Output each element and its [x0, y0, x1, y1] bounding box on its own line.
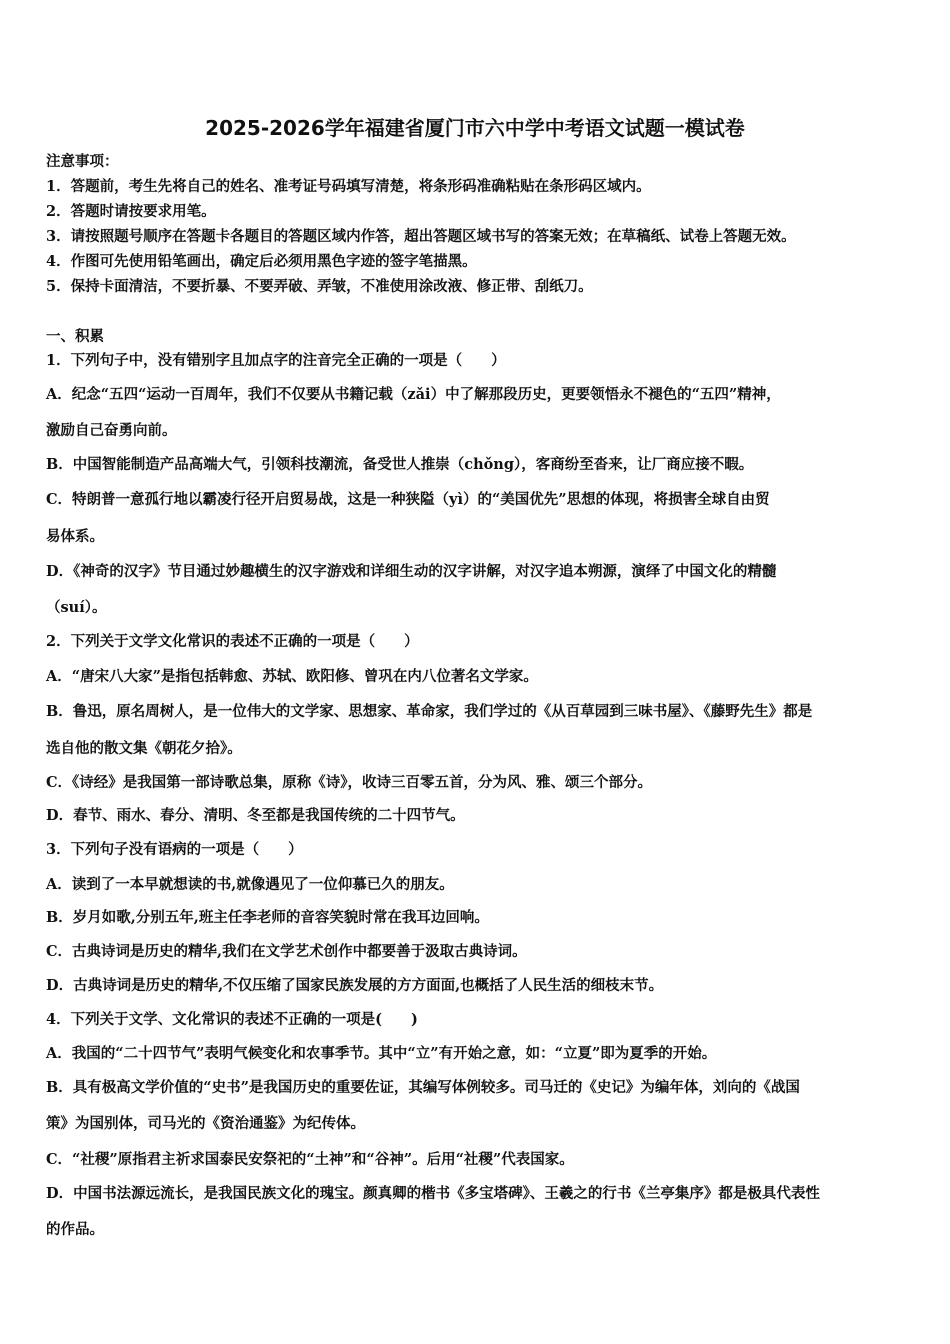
option-line: 策》为国别体，司马光的《资治通鉴》为纪传体。: [46, 1115, 365, 1132]
notice-item: 1．答题前，考生先将自己的姓名、准考证号码填写清楚，将条形码准确粘贴在条形码区域内。: [46, 178, 651, 195]
option-line: C．“社稷”原指君主祈求国泰民安祭祀的“土神”和“谷神”。后用“社稷”代表国家。: [46, 1151, 574, 1168]
option-line: B．中国智能制造产品高端大气，引领科技潮流，备受世人推崇（chǒng），客商纷至沓来，让厂商应接不暇。: [46, 456, 754, 473]
notice-item: 2．答题时请按要求用笔。: [46, 203, 216, 220]
option-line: C．古典诗词是历史的精华,我们在文学艺术创作中都要善于汲取古典诗词。: [46, 943, 527, 960]
option-line: 激励自己奋勇向前。: [46, 422, 177, 439]
option-line: B．具有极高文学价值的“史书”是我国历史的重要佐证，其编写体例较多。司马迁的《史记》为编年体，刘向的《战国: [46, 1079, 800, 1096]
option-line: B．岁月如歌,分别五年,班主任李老师的音容笑貌时常在我耳边回响。: [46, 909, 489, 926]
notice-item: 3．请按照题号顺序在答题卡各题目的答题区域内作答，超出答题区域书写的答案无效；在草稿纸、试卷上答题无效。: [46, 228, 796, 245]
option-line: A．“唐宋八大家”是指包括韩愈、苏轼、欧阳修、曾巩在内八位著名文学家。: [46, 668, 538, 685]
page-title: 2025-2026学年福建省厦门市六中学中考语文试题一模试卷: [205, 116, 745, 140]
option-line: C．《诗经》是我国第一部诗歌总集，原称《诗》，收诗三百零五首，分为风、雅、颂三个部分。: [46, 774, 653, 791]
option-line: 的作品。: [46, 1221, 104, 1238]
option-line: （suí）。: [46, 599, 107, 616]
question-stem: 1．下列句子中，没有错别字且加点字的注音完全正确的一项是（ ）: [46, 352, 506, 369]
question-stem: 3．下列句子没有语病的一项是（ ）: [46, 841, 303, 858]
option-line: 选自他的散文集《朝花夕拾》。: [46, 740, 242, 757]
option-line: D．古典诗词是历史的精华,不仅压缩了国家民族发展的方方面面,也概括了人民生活的细枝末节。: [46, 977, 664, 994]
section-heading: 一、积累: [46, 328, 104, 345]
option-line: A．我国的“二十四节气”表明气候变化和农事季节。其中“立”有开始之意，如：“立夏”即为夏季的开始。: [46, 1045, 717, 1062]
option-line: C．特朗普一意孤行地以霸凌行径开启贸易战，这是一种狭隘（yì）的“美国优先”思想的体现，将损害全球自由贸: [46, 491, 770, 508]
option-line: A．纪念“五四“运动一百周年，我们不仅要从书籍记载（zǎi）中了解那段历史，更要领悟永不褪色的“五四”精神，: [46, 386, 781, 403]
notice-heading: 注意事项：: [46, 153, 119, 170]
notice-item: 5．保持卡面清洁，不要折暴、不要弄破、弄皱，不准使用涂改液、修正带、刮纸刀。: [46, 278, 593, 295]
option-line: D．《神奇的汉字》节目通过妙趣横生的汉字游戏和详细生动的汉字讲解，对汉字追本朔源，演绎了中国文化的精髓: [46, 563, 777, 580]
option-line: D．中国书法源远流长，是我国民族文化的瑰宝。颜真卿的楷书《多宝塔碑》、王羲之的行书《兰亭集序》都是极具代表性: [46, 1185, 820, 1202]
option-line: A．读到了一本早就想读的书,就像遇见了一位仰慕已久的朋友。: [46, 876, 454, 893]
option-line: 易体系。: [46, 528, 104, 545]
option-line: B．鲁迅，原名周树人，是一位伟大的文学家、思想家、革命家，我们学过的《从百草园到三味书屋》、《藤野先生》都是: [46, 703, 813, 720]
notice-item: 4．作图可先使用铅笔画出，确定后必须用黑色字迹的签字笔描黑。: [46, 253, 477, 270]
question-stem: 2．下列关于文学文化常识的表述不正确的一项是（ ）: [46, 633, 419, 650]
option-line: D．春节、雨水、春分、清明、冬至都是我国传统的二十四节气。: [46, 807, 465, 824]
question-stem: 4．下列关于文学、文化常识的表述不正确的一项是( ): [46, 1011, 418, 1028]
